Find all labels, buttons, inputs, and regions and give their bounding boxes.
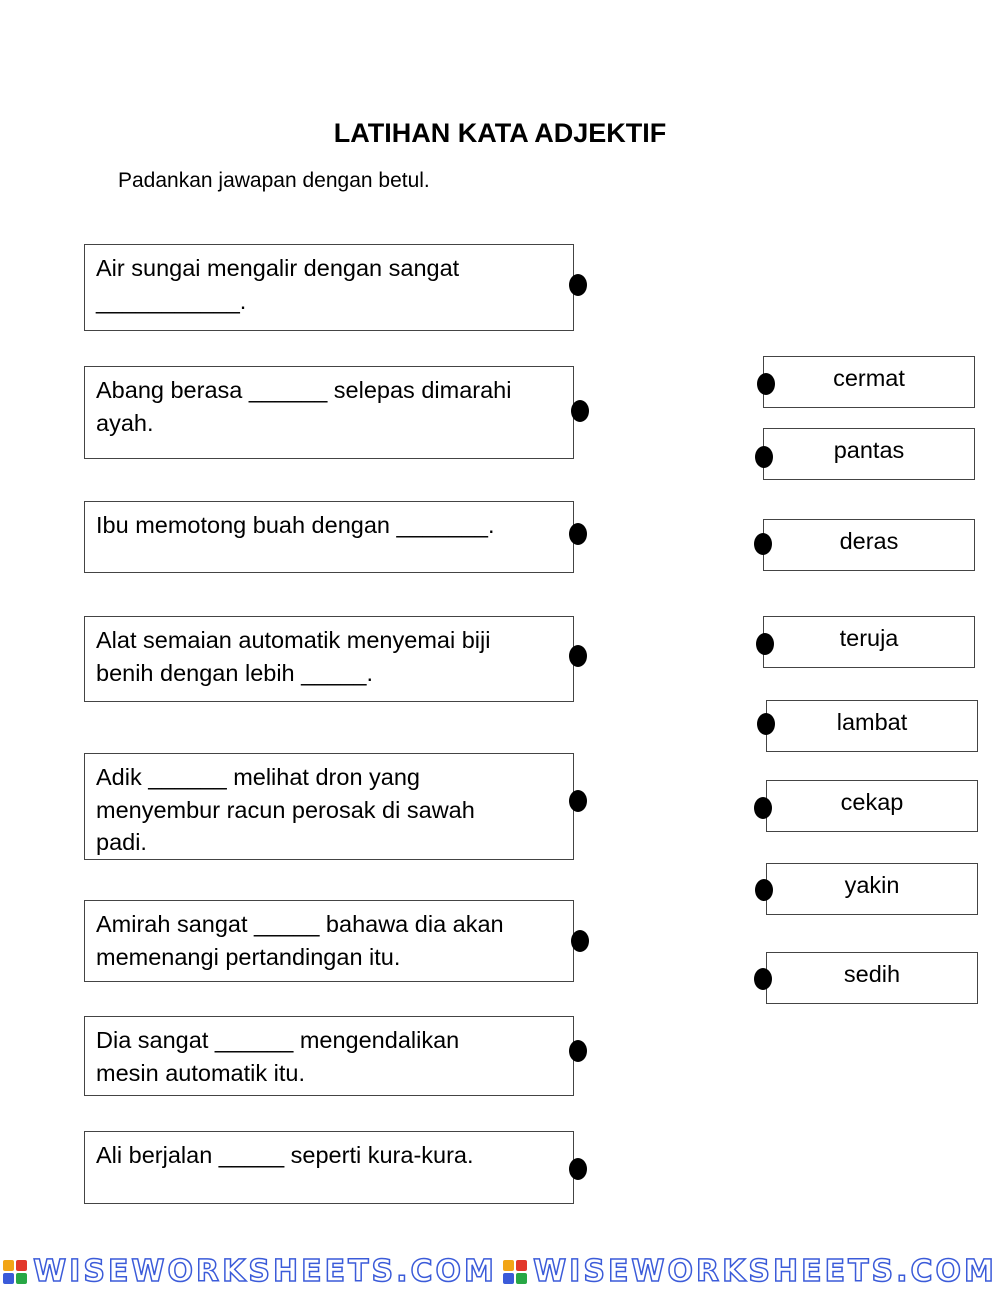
instruction-text: Padankan jawapan dengan betul. bbox=[118, 169, 430, 192]
question-box-4 bbox=[84, 616, 574, 702]
answer-box-yakin: yakin bbox=[766, 863, 978, 915]
question-box-1 bbox=[84, 244, 574, 331]
question-box-3 bbox=[84, 501, 574, 573]
question-box-5 bbox=[84, 753, 574, 860]
footer-watermark bbox=[0, 1252, 1000, 1291]
logo-square bbox=[503, 1273, 514, 1284]
logo-square bbox=[503, 1260, 514, 1271]
wiseworksheets-logo-icon bbox=[3, 1260, 27, 1284]
answer-box-sedih: sedih bbox=[766, 952, 978, 1004]
answer-box-pantas: pantas bbox=[763, 428, 975, 480]
question-dot-1[interactable] bbox=[569, 274, 587, 296]
question-dot-3[interactable] bbox=[569, 523, 587, 545]
answer-box-lambat: lambat bbox=[766, 700, 978, 752]
brand-text: WISEWORKSHEETS.COM bbox=[33, 1254, 497, 1289]
logo-square bbox=[16, 1260, 27, 1271]
question-text: Air sungai mengalir dengan sangat ___________. bbox=[96, 255, 460, 314]
question-text: Ibu memotong buah dengan _______. bbox=[96, 512, 495, 538]
logo-square bbox=[3, 1260, 14, 1271]
answer-dot-6[interactable] bbox=[754, 797, 772, 819]
question-dot-6[interactable] bbox=[571, 930, 589, 952]
logo-square bbox=[516, 1273, 527, 1284]
question-box-8 bbox=[84, 1131, 574, 1204]
wiseworksheets-logo-icon bbox=[503, 1260, 527, 1284]
brand bbox=[3, 1254, 497, 1289]
question-dot-8[interactable] bbox=[569, 1158, 587, 1180]
brand bbox=[503, 1254, 997, 1289]
question-dot-5[interactable] bbox=[569, 790, 587, 812]
logo-square bbox=[16, 1273, 27, 1284]
question-text: Dia sangat ______ mengendalikan mesin automatik itu. bbox=[96, 1027, 460, 1086]
answer-dot-8[interactable] bbox=[754, 968, 772, 990]
answer-dot-1[interactable] bbox=[757, 373, 775, 395]
answer-box-cermat: cermat bbox=[763, 356, 975, 408]
question-box-2 bbox=[84, 366, 574, 459]
answer-dot-7[interactable] bbox=[755, 879, 773, 901]
answer-dot-3[interactable] bbox=[754, 533, 772, 555]
logo-square bbox=[3, 1273, 14, 1284]
question-text: Alat semaian automatik menyemai biji benih dengan lebih _____. bbox=[96, 627, 491, 686]
answer-dot-2[interactable] bbox=[755, 446, 773, 468]
brand-text: WISEWORKSHEETS.COM bbox=[533, 1254, 997, 1289]
answer-box-teruja: teruja bbox=[763, 616, 975, 668]
question-dot-4[interactable] bbox=[569, 645, 587, 667]
question-box-6 bbox=[84, 900, 574, 982]
logo-square bbox=[516, 1260, 527, 1271]
question-text: Amirah sangat _____ bahawa dia akan memenangi pertandingan itu. bbox=[96, 911, 504, 970]
answer-dot-5[interactable] bbox=[757, 713, 775, 735]
question-text: Abang berasa ______ selepas dimarahi ayah. bbox=[96, 377, 512, 436]
question-text: Ali berjalan _____ seperti kura-kura. bbox=[96, 1142, 474, 1168]
answer-box-deras: deras bbox=[763, 519, 975, 571]
question-dot-2[interactable] bbox=[571, 400, 589, 422]
question-dot-7[interactable] bbox=[569, 1040, 587, 1062]
answer-dot-4[interactable] bbox=[756, 633, 774, 655]
worksheet-title: LATIHAN KATA ADJEKTIF bbox=[333, 118, 667, 148]
question-box-7 bbox=[84, 1016, 574, 1096]
question-text: Adik ______ melihat dron yang menyembur racun perosak di sawah padi. bbox=[96, 764, 475, 855]
answer-box-cekap: cekap bbox=[766, 780, 978, 832]
